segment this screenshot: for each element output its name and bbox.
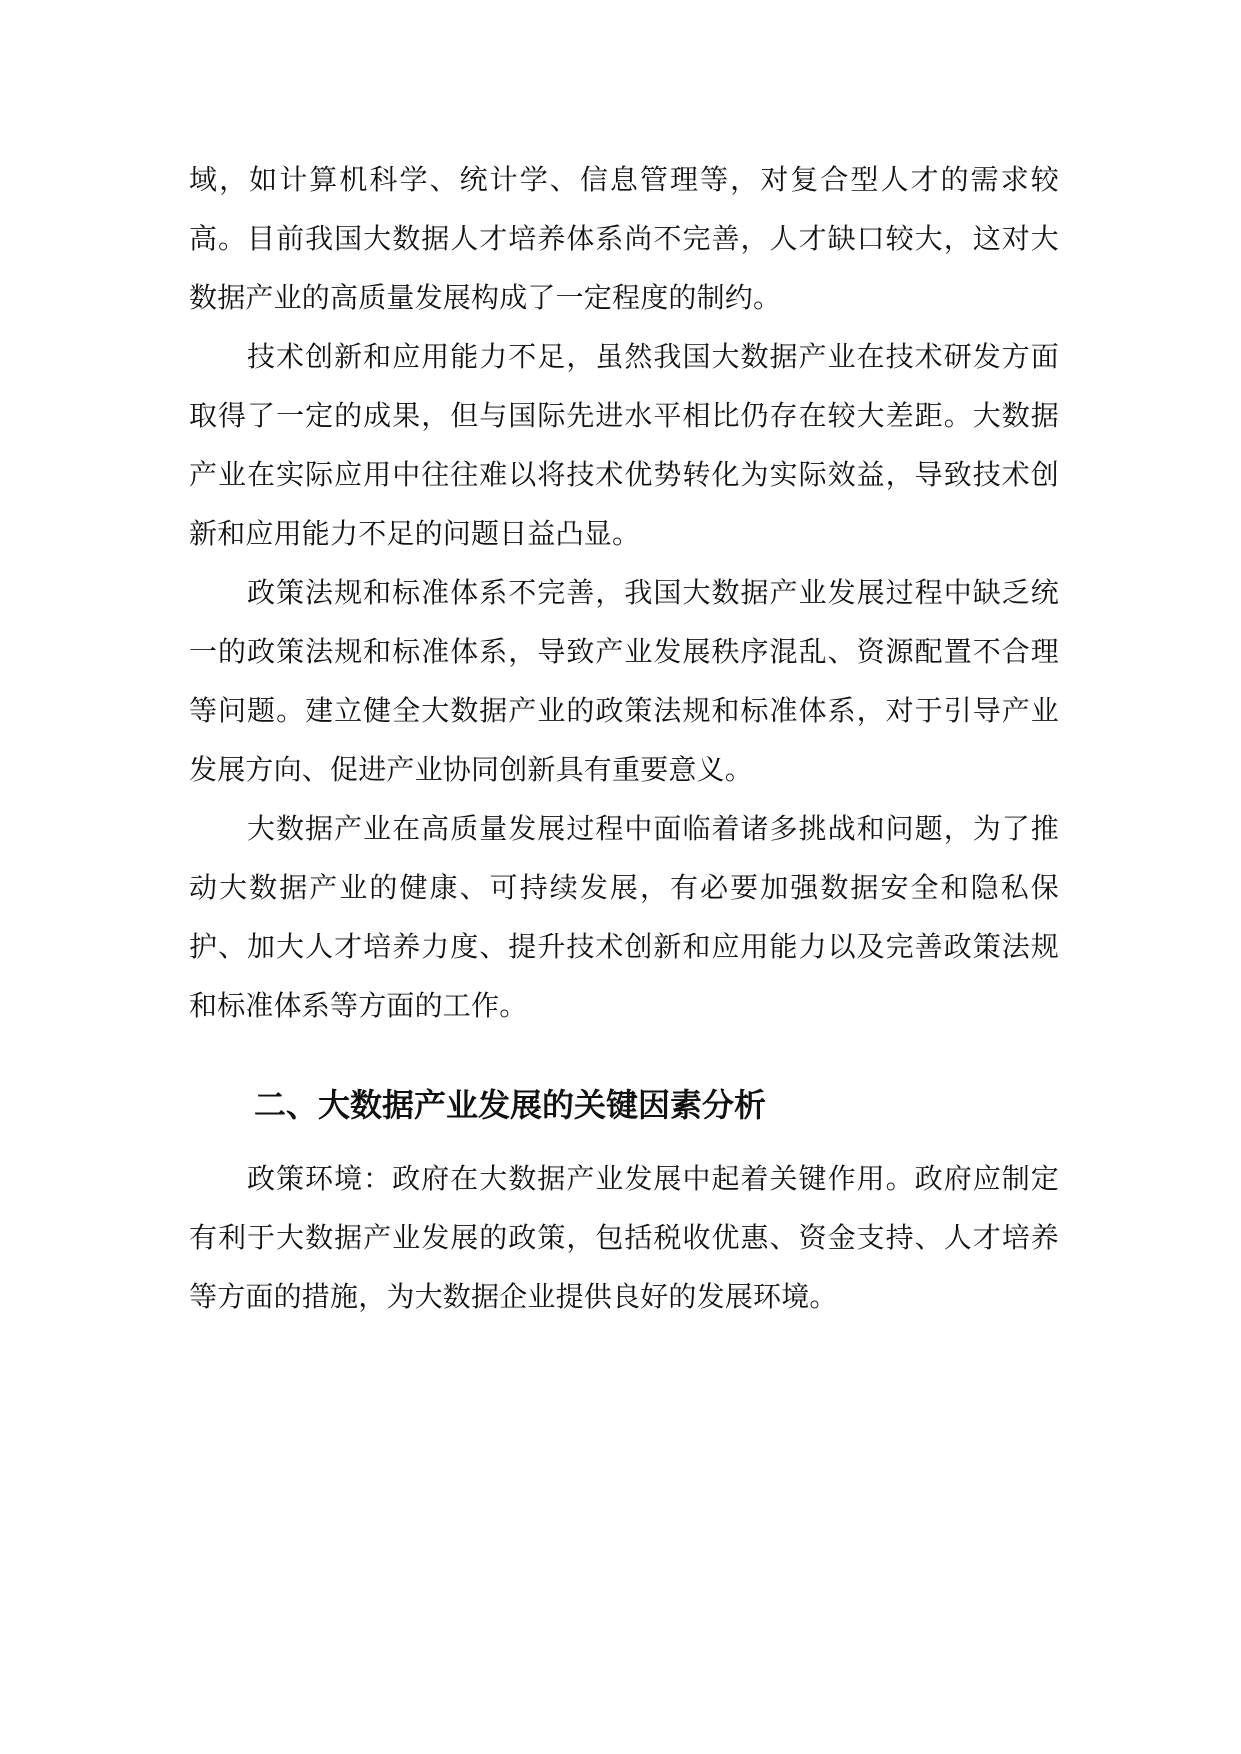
paragraph-policy-environment: 政策环境：政府在大数据产业发展中起着关键作用。政府应制定有利于大数据产业发展的政策，包括税收优惠、资金支持、人才培养等方面的措施，为大数据企业提供良好的发展环境。 <box>189 1162 1059 1313</box>
section-heading: 二、大数据产业发展的关键因素分析 <box>254 1086 767 1124</box>
paragraph-talent-demand: 域，如计算机科学、统计学、信息管理等，对复合型人才的需求较高。目前我国大数据人才培养体系尚不完善，人才缺口较大，这对大数据产业的高质量发展构成了一定程度的制约。 <box>189 163 1059 314</box>
document-body <box>189 150 1059 1326</box>
paragraph-policy-standards: 政策法规和标准体系不完善，我国大数据产业发展过程中缺乏统一的政策法规和标准体系，导致产业发展秩序混乱、资源配置不合理等问题。建立健全大数据产业的政策法规和标准体系，对于引导产业发展方向、促进产业协同创新具有重要意义。 <box>189 576 1059 786</box>
paragraph-challenges-summary: 大数据产业在高质量发展过程中面临着诸多挑战和问题，为了推动大数据产业的健康、可持续发展，有必要加强数据安全和隐私保护、加大人才培养力度、提升技术创新和应用能力以及完善政策法规和标准体系等方面的工作。 <box>189 812 1059 1022</box>
paragraph-tech-innovation: 技术创新和应用能力不足，虽然我国大数据产业在技术研发方面取得了一定的成果，但与国际先进水平相比仍存在较大差距。大数据产业在实际应用中往往难以将技术优势转化为实际效益，导致技术创新和应用能力不足的问题日益凸显。 <box>189 340 1059 550</box>
